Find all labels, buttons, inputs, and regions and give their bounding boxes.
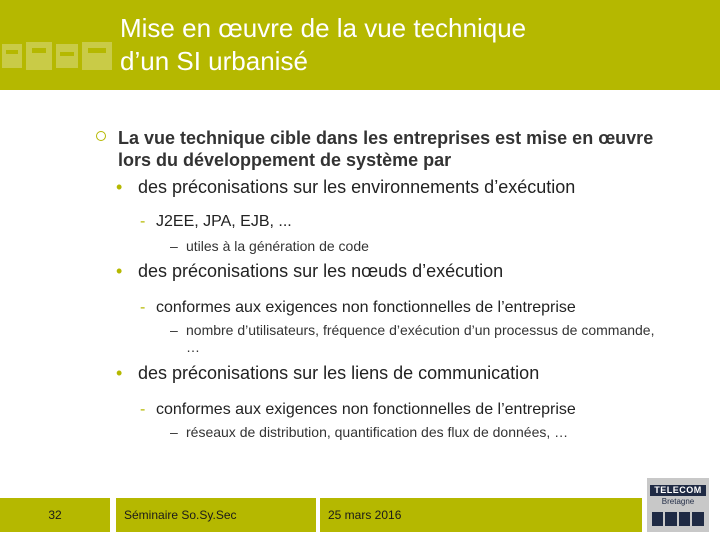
list-item: [140, 400, 576, 420]
en-dash-icon: –: [170, 238, 178, 254]
point-detail: nombre d’utilisateurs, fréquence d’exécution d’un processus de commande, …: [186, 322, 655, 355]
point-text: des préconisations sur les nœuds d’exécution: [138, 261, 504, 281]
list-item: [170, 238, 650, 255]
slide-title-line2: d’un SI urbanisé: [120, 46, 308, 76]
point-detail: utiles à la génération de code: [186, 238, 369, 254]
list-item: [170, 424, 650, 441]
list-item: [140, 298, 576, 318]
bullet-dot-icon: •: [116, 261, 123, 281]
brand-line1: TELECOM: [650, 485, 706, 496]
list-item: [140, 212, 292, 232]
main-point: La vue technique cible dans les entreprises est mise en œuvre lors du développement de système par: [118, 128, 654, 170]
bullet-dot-icon: •: [116, 363, 123, 383]
footer-date: 25 mars 2016: [320, 498, 642, 532]
point-detail: réseaux de distribution, quantification des flux de données, …: [186, 424, 569, 440]
page-number: 32: [0, 498, 110, 532]
brand-line2: Bretagne: [661, 497, 695, 506]
dash-bullet-icon: -: [140, 213, 146, 230]
point-text: des préconisations sur les liens de communication: [138, 363, 540, 383]
en-dash-icon: –: [170, 424, 178, 440]
dash-bullet-icon: -: [140, 299, 146, 316]
list-item: [116, 260, 503, 282]
bullet-dot-icon: •: [116, 177, 123, 197]
dash-bullet-icon: -: [140, 401, 146, 418]
point-sub: J2EE, JPA, EJB, ...: [156, 213, 292, 230]
list-item: [116, 176, 575, 198]
point-text: des préconisations sur les environnements d’exécution: [138, 177, 576, 197]
en-dash-icon: –: [170, 322, 178, 338]
point-sub: conformes aux exigences non fonctionnelles de l’entreprise: [156, 299, 576, 316]
slide-title-line1: Mise en œuvre de la vue technique: [120, 13, 527, 43]
brand-mark-icon: [652, 511, 704, 527]
point-sub: conformes aux exigences non fonctionnelles de l’entreprise: [156, 401, 576, 418]
list-item: [116, 362, 539, 384]
circle-bullet-icon: [96, 131, 106, 141]
list-item: [170, 322, 666, 356]
footer-seminar: Séminaire So.Sy.Sec: [116, 498, 316, 532]
telecom-bretagne-logo: [647, 478, 709, 532]
